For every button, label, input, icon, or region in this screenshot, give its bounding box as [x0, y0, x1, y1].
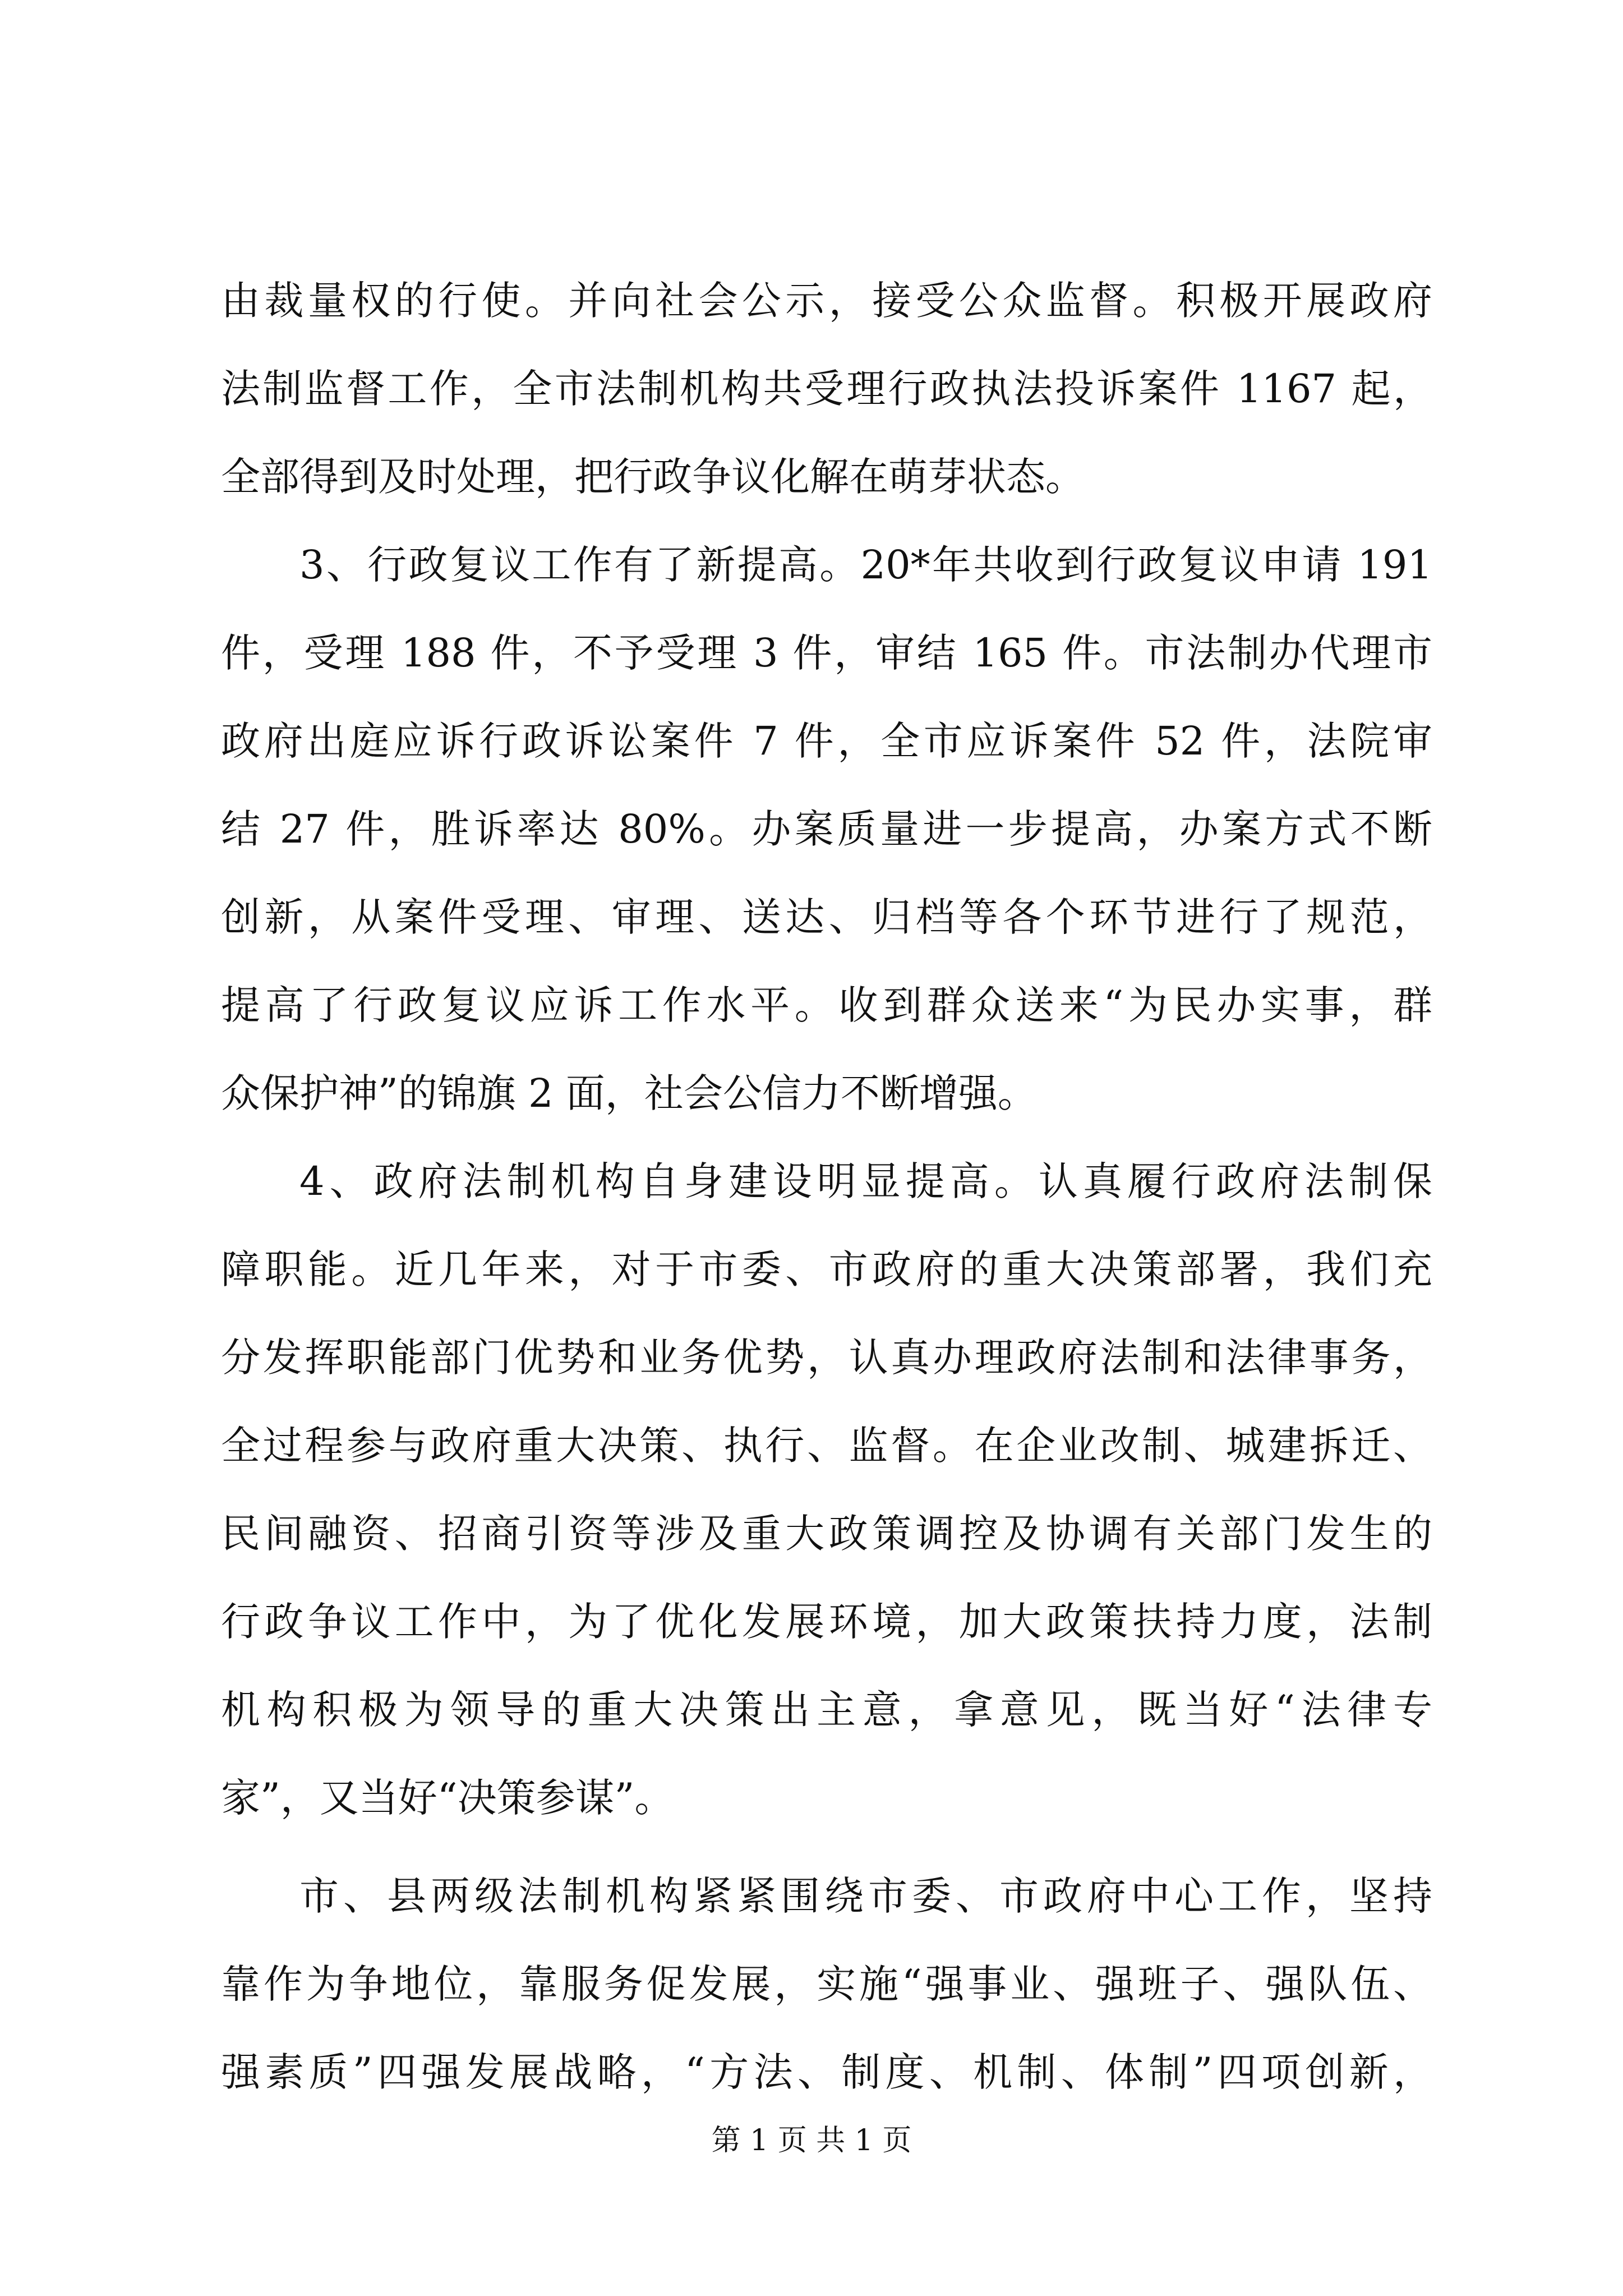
text-line: 家”，又当好“决策参谋”。 [221, 1775, 674, 1821]
text-line: 全部得到及时处理，把行政争议化解在萌芽状态。 [221, 454, 1085, 500]
text-line: 行政争议工作中，为了优化发展环境，加大政策扶持力度，法制 [221, 1599, 1432, 1645]
paragraph-first-line: 4、政府法制机构自身建设明显提高。认真履行政府法制保 [299, 1158, 1432, 1204]
text-line: 分发挥职能部门优势和业务优势，认真办理政府法制和法律事务， [221, 1335, 1432, 1381]
text-line: 靠作为争地位，靠服务促发展，实施“强事业、强班子、强队伍、 [221, 1961, 1432, 2007]
text-line: 创新，从案件受理、审理、送达、归档等各个环节进行了规范， [221, 894, 1432, 940]
paragraph-first-line: 市、县两级法制机构紧紧围绕市委、市政府中心工作，坚持 [299, 1873, 1432, 1919]
text-line: 政府出庭应诉行政诉讼案件 7 件，全市应诉案件 52 件，法院审 [221, 718, 1432, 764]
text-line: 强素质”四强发展战略，“方法、制度、机制、体制”四项创新， [221, 2049, 1432, 2095]
text-line: 民间融资、招商引资等涉及重大政策调控及协调有关部门发生的 [221, 1511, 1432, 1557]
text-line: 法制监督工作，全市法制机构共受理行政执法投诉案件 1167 起， [221, 366, 1432, 412]
text-line: 机构积极为领导的重大决策出主意，拿意见，既当好“法律专 [221, 1687, 1432, 1733]
text-line: 结 27 件，胜诉率达 80%。办案质量进一步提高，办案方式不断 [221, 806, 1432, 852]
document-body [221, 257, 1432, 2116]
text-line: 由裁量权的行使。并向社会公示，接受公众监督。积极开展政府 [221, 278, 1432, 324]
text-line: 全过程参与政府重大决策、执行、监督。在企业改制、城建拆迁、 [221, 1423, 1432, 1469]
text-line: 提高了行政复议应诉工作水平。收到群众送来“为民办实事，群 [221, 982, 1432, 1028]
paragraph-gap [221, 1842, 1432, 1852]
text-line: 件，受理 188 件，不予受理 3 件，审结 165 件。市法制办代理市 [221, 630, 1432, 676]
paragraph-first-line: 3、行政复议工作有了新提高。20*年共收到行政复议申请 191 [299, 542, 1432, 588]
text-line: 众保护神”的锦旗 2 面，社会公信力不断增强。 [221, 1070, 1037, 1116]
text-line: 障职能。近几年来，对于市委、市政府的重大决策部署，我们充 [221, 1246, 1432, 1292]
page-number-footer: 第 1 页 共 1 页 [711, 2124, 912, 2157]
